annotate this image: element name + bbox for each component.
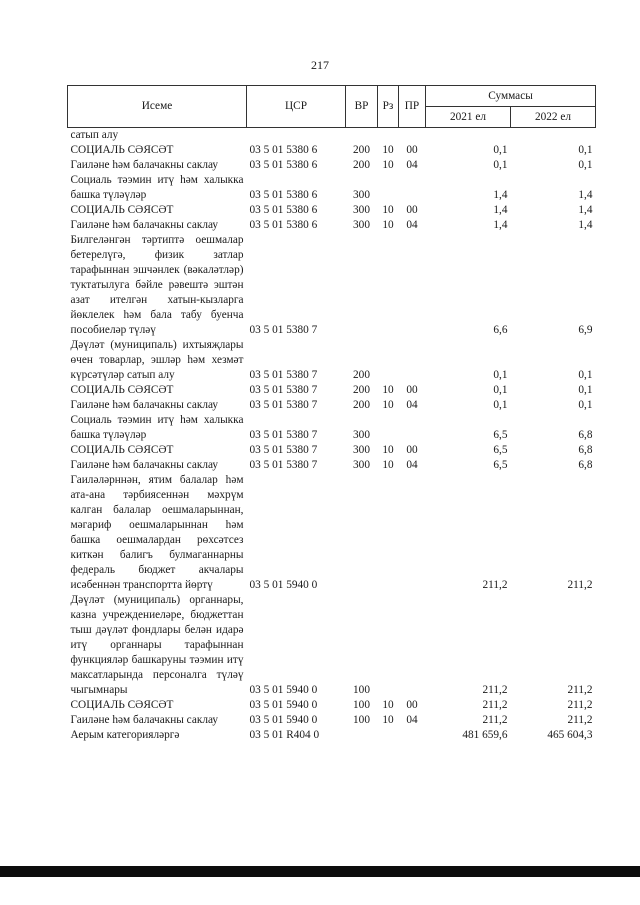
row-value-2022: 6,8: [578, 444, 593, 456]
row-rz: [378, 233, 399, 338]
row-rz: 10: [382, 444, 394, 456]
row-pr: [399, 338, 426, 383]
row-rz: 10: [382, 219, 394, 231]
header-name: Исеме: [68, 86, 247, 128]
row-value-2021: [426, 128, 511, 144]
row-vr: [346, 128, 378, 144]
row-csr: 03 5 01 5380 7: [249, 444, 318, 456]
row-name: СОЦИАЛЬ СӘЯСӘТ: [70, 444, 174, 456]
row-rz: 10: [382, 204, 394, 216]
row-name: СОЦИАЛЬ СӘЯСӘТ: [70, 384, 174, 396]
header-year-2021: 2021 ел: [426, 107, 511, 128]
header-vr: ВР: [346, 86, 378, 128]
row-vr: 100: [353, 684, 370, 696]
row-pr: 00: [406, 144, 418, 156]
row-pr: 00: [406, 204, 418, 216]
row-vr: 300: [353, 219, 370, 231]
row-csr: 03 5 01 R404 0: [249, 729, 320, 741]
row-vr: 300: [353, 444, 370, 456]
table-row: [68, 728, 596, 743]
table-row: [68, 473, 596, 593]
row-value-2022: 6,8: [578, 429, 593, 441]
table-row: [68, 398, 596, 413]
row-value-2022: 0,1: [578, 369, 593, 381]
row-csr: [247, 128, 346, 144]
row-vr: 300: [353, 459, 370, 471]
row-value-2021: 1,4: [493, 204, 508, 216]
header-csr: ЦСР: [247, 86, 346, 128]
row-rz: 10: [382, 714, 394, 726]
row-name: Социаль тәэмин итү һәм халыкка башка түләүләр: [70, 174, 244, 201]
row-value-2021: 1,4: [493, 219, 508, 231]
row-value-2021: 211,2: [482, 684, 508, 696]
row-rz: 10: [382, 459, 394, 471]
row-value-2021: 211,2: [482, 699, 508, 711]
bottom-scan-bar: [0, 866, 640, 877]
row-value-2022: 1,4: [578, 204, 593, 216]
row-value-2022: 0,1: [578, 144, 593, 156]
row-vr: 300: [353, 204, 370, 216]
row-csr: 03 5 01 5380 7: [249, 369, 318, 381]
row-rz: 10: [382, 399, 394, 411]
row-pr: [399, 728, 426, 743]
row-csr: 03 5 01 5380 7: [249, 399, 318, 411]
header-rz: Рз: [378, 86, 399, 128]
row-value-2022: 6,8: [578, 459, 593, 471]
row-vr: 200: [353, 384, 370, 396]
row-rz: [378, 593, 399, 698]
row-rz: [378, 413, 399, 443]
row-name: Гаиләләрннән, ятим балалар һәм ата-ана тәрбиясеннән мәхрүм калган балалар оешмаларыннан, мәгариф оешмаларыннан һәм башка оешмалардан рөхсәтсез киткән балигъ булмаганнарны федераль бюджет акчалары исәбеннән транспортта йөртү: [70, 474, 244, 591]
row-rz: 10: [382, 699, 394, 711]
row-value-2021: 0,1: [493, 399, 508, 411]
row-value-2022: [511, 128, 596, 144]
row-value-2022: 465 604,3: [547, 729, 593, 741]
row-value-2021: 1,4: [493, 189, 508, 201]
row-name: Билгеләнгән тәртиптә оешмалар бетерелүгә, физик затлар тарафыннан эшчәнлек (вәкаләтләр) туктатылуга бәйле рәвештә эштән азат ителгән хатын-кызларга йөклелек һәм бала табу буенча пособиеләр түләү: [70, 234, 244, 336]
row-vr: [346, 233, 378, 338]
row-name: Гаиләне һәм балачакны саклау: [70, 159, 219, 171]
header-pr: ПР: [399, 86, 426, 128]
row-vr: 200: [353, 144, 370, 156]
row-value-2022: 6,9: [578, 324, 593, 336]
page-number: 217: [311, 58, 329, 72]
row-vr: [346, 728, 378, 743]
row-csr: 03 5 01 5380 6: [249, 189, 318, 201]
row-vr: 200: [353, 399, 370, 411]
row-vr: 100: [353, 699, 370, 711]
row-name: Гаиләне һәм балачакны саклау: [70, 459, 219, 471]
row-value-2021: 211,2: [482, 579, 508, 591]
table-row: [68, 203, 596, 218]
row-csr: 03 5 01 5380 6: [249, 144, 318, 156]
row-csr: 03 5 01 5380 7: [249, 324, 318, 336]
row-value-2021: 211,2: [482, 714, 508, 726]
row-name: СОЦИАЛЬ СӘЯСӘТ: [70, 144, 174, 156]
row-value-2022: 211,2: [567, 684, 593, 696]
header-year-2022: 2022 ел: [511, 107, 596, 128]
row-value-2021: 6,5: [493, 429, 508, 441]
row-pr: 04: [406, 159, 418, 171]
row-pr: 04: [406, 219, 418, 231]
row-pr: [399, 593, 426, 698]
row-value-2021: 6,5: [493, 444, 508, 456]
row-csr: 03 5 01 5380 6: [249, 219, 318, 231]
table-row: [68, 143, 596, 158]
row-name: сатып алу: [70, 129, 119, 141]
row-pr: 00: [406, 384, 418, 396]
row-value-2022: 211,2: [567, 579, 593, 591]
row-csr: 03 5 01 5940 0: [249, 699, 318, 711]
header-sums: Суммасы: [426, 86, 596, 107]
row-pr: [399, 473, 426, 593]
row-rz: 10: [382, 144, 394, 156]
row-value-2022: 211,2: [567, 714, 593, 726]
row-name: Гаиләне һәм балачакны саклау: [70, 219, 219, 231]
row-rz: 10: [382, 159, 394, 171]
row-csr: 03 5 01 5380 7: [249, 459, 318, 471]
table-row: [68, 218, 596, 233]
row-csr: 03 5 01 5940 0: [249, 579, 318, 591]
table-row: [68, 458, 596, 473]
row-name: СОЦИАЛЬ СӘЯСӘТ: [70, 699, 174, 711]
table-row: [68, 158, 596, 173]
row-csr: 03 5 01 5380 6: [249, 204, 318, 216]
row-pr: [399, 128, 426, 144]
row-value-2021: 0,1: [493, 369, 508, 381]
row-value-2022: 0,1: [578, 399, 593, 411]
row-rz: 10: [382, 384, 394, 396]
table-row: [68, 383, 596, 398]
row-value-2022: 1,4: [578, 189, 593, 201]
row-rz: [378, 728, 399, 743]
row-csr: 03 5 01 5940 0: [249, 684, 318, 696]
row-csr: 03 5 01 5940 0: [249, 714, 318, 726]
row-pr: 04: [406, 399, 418, 411]
budget-table: [67, 85, 596, 743]
table-row: [68, 128, 596, 144]
row-value-2021: 481 659,6: [462, 729, 508, 741]
row-pr: 00: [406, 699, 418, 711]
row-name: Гаиләне һәм балачакны саклау: [70, 399, 219, 411]
table-row: [68, 698, 596, 713]
row-value-2022: 0,1: [578, 384, 593, 396]
table-row: [68, 593, 596, 698]
row-csr: 03 5 01 5380 6: [249, 159, 318, 171]
row-pr: [399, 413, 426, 443]
row-pr: 00: [406, 444, 418, 456]
row-csr: 03 5 01 5380 7: [249, 429, 318, 441]
row-vr: 300: [353, 189, 370, 201]
row-rz: [378, 473, 399, 593]
table-row: [68, 713, 596, 728]
row-vr: 200: [353, 369, 370, 381]
row-rz: [378, 338, 399, 383]
row-value-2021: 6,6: [493, 324, 508, 336]
row-value-2021: 0,1: [493, 384, 508, 396]
row-value-2022: 211,2: [567, 699, 593, 711]
table-row: [68, 173, 596, 203]
row-name: Дәүләт (муниципаль) ихтыяҗлары өчен товарлар, эшләр һәм хезмәт күрсәтүләр сатып алу: [70, 339, 244, 381]
row-vr: [346, 473, 378, 593]
table-row: [68, 413, 596, 443]
row-pr: 04: [406, 714, 418, 726]
row-vr: 100: [353, 714, 370, 726]
row-rz: [378, 173, 399, 203]
row-name: Аерым категорияләргә: [70, 729, 180, 741]
row-pr: 04: [406, 459, 418, 471]
row-value-2022: 0,1: [578, 159, 593, 171]
row-value-2022: 1,4: [578, 219, 593, 231]
row-rz: [378, 128, 399, 144]
row-name: Гаиләне һәм балачакны саклау: [70, 714, 219, 726]
row-name: СОЦИАЛЬ СӘЯСӘТ: [70, 204, 174, 216]
table-row: [68, 443, 596, 458]
row-value-2021: 0,1: [493, 144, 508, 156]
row-pr: [399, 233, 426, 338]
row-value-2021: 0,1: [493, 159, 508, 171]
row-csr: 03 5 01 5380 7: [249, 384, 318, 396]
row-vr: 200: [353, 159, 370, 171]
table-row: [68, 233, 596, 338]
table-body: [68, 128, 596, 744]
row-name: Социаль тәэмин итү һәм халыкка башка түләүләр: [70, 414, 244, 441]
row-vr: 300: [353, 429, 370, 441]
row-name: Дәүләт (муниципаль) органнары, казна учреждениеләре, бюджеттан тыш дәүләт фондлары белән идарә итү органнары тарафыннан функцияләр башкаруны тәэмин итү максатларында персоналга түләү чыгымнары: [70, 594, 244, 696]
row-value-2021: 6,5: [493, 459, 508, 471]
table-row: [68, 338, 596, 383]
row-pr: [399, 173, 426, 203]
